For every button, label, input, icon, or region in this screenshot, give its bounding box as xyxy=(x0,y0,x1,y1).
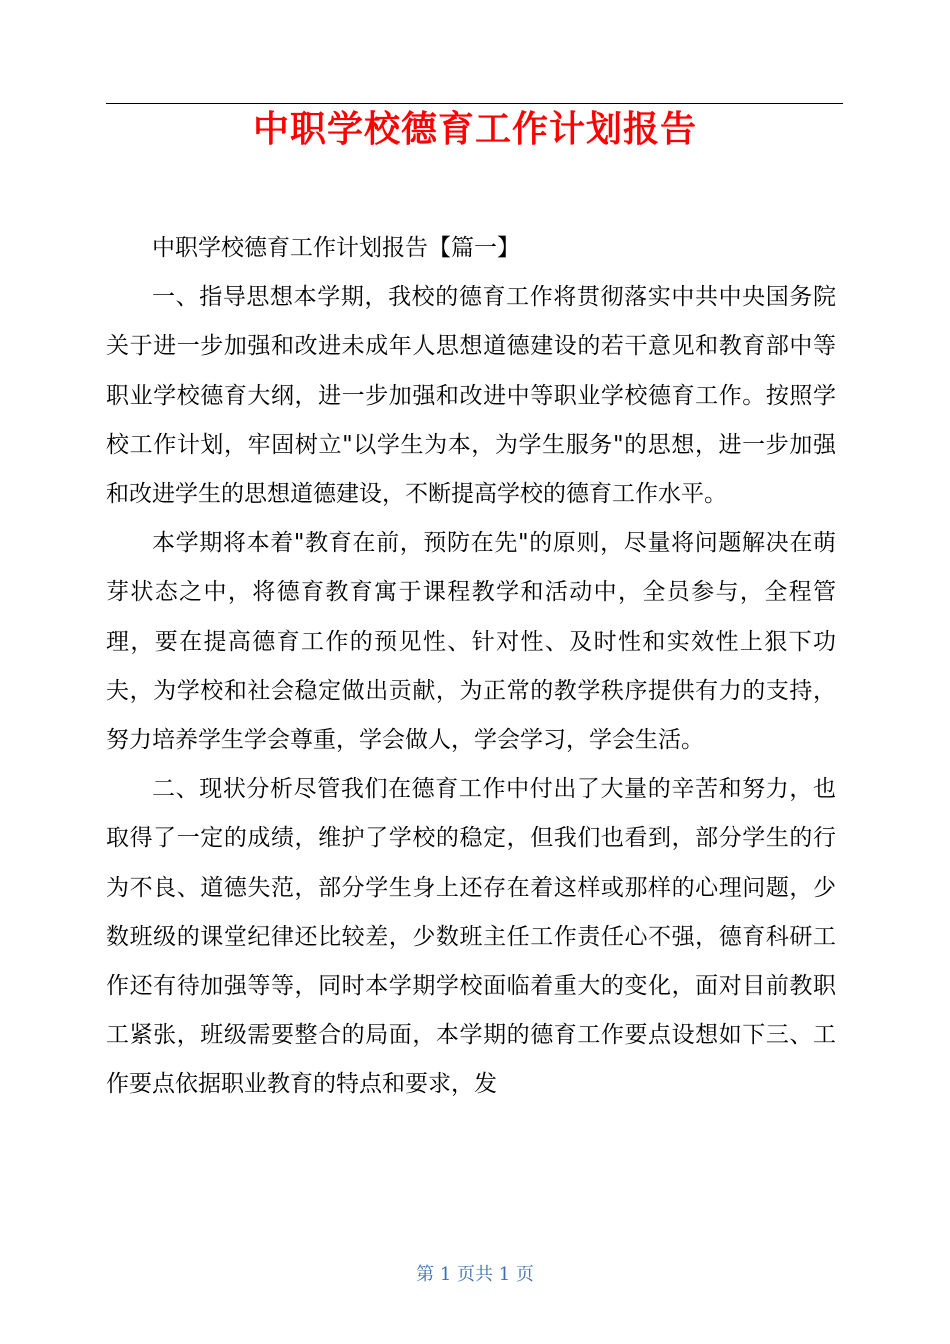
document-title: 中职学校德育工作计划报告 xyxy=(252,109,697,150)
paragraph-guiding-ideology: 一、指导思想本学期，我校的德育工作将贯彻落实中共中央国务院关于进一步加强和改进未成年人思想道德建设的若干意见和教育部中等职业学校德育大纲，进一步加强和改进中等职业学校德育工作。按照学校工作计划，牢固树立"以学生为本，为学生服务"的思想，进一步加强和改进学生的思想道德建设，不断提高学校的德育工作水平。 xyxy=(106,284,836,508)
section-heading: 中职学校德育工作计划报告【篇一】 xyxy=(152,235,520,261)
header-rule xyxy=(106,103,843,104)
page-number: 第 1 页共 1 页 xyxy=(416,1264,534,1285)
document-body xyxy=(106,224,836,1110)
paragraph-status-analysis: 二、现状分析尽管我们在德育工作中付出了大量的辛苦和努力，也取得了一定的成绩，维护了学校的稳定，但我们也看到，部分学生的行为不良、道德失范，部分学生身上还存在着这样或那样的心理问题，少数班级的课堂纪律还比较差，少数班主任工作责任心不强，德育科研工作还有待加强等等，同时本学期学校面临着重大的变化，面对目前教职工紧张，班级需要整合的局面，本学期的德育工作要点设想如下三、工作要点依据职业教育的特点和要求，发 xyxy=(106,776,836,1098)
paragraph-principles: 本学期将本着"教育在前，预防在先"的原则，尽量将问题解决在萌芽状态之中，将德育教育寓于课程教学和活动中，全员参与，全程管理，要在提高德育工作的预见性、针对性、及时性和实效性上狠下功夫，为学校和社会稳定做出贡献，为正常的教学秩序提供有力的支持，努力培养学生学会尊重，学会做人，学会学习，学会生活。 xyxy=(106,530,836,754)
